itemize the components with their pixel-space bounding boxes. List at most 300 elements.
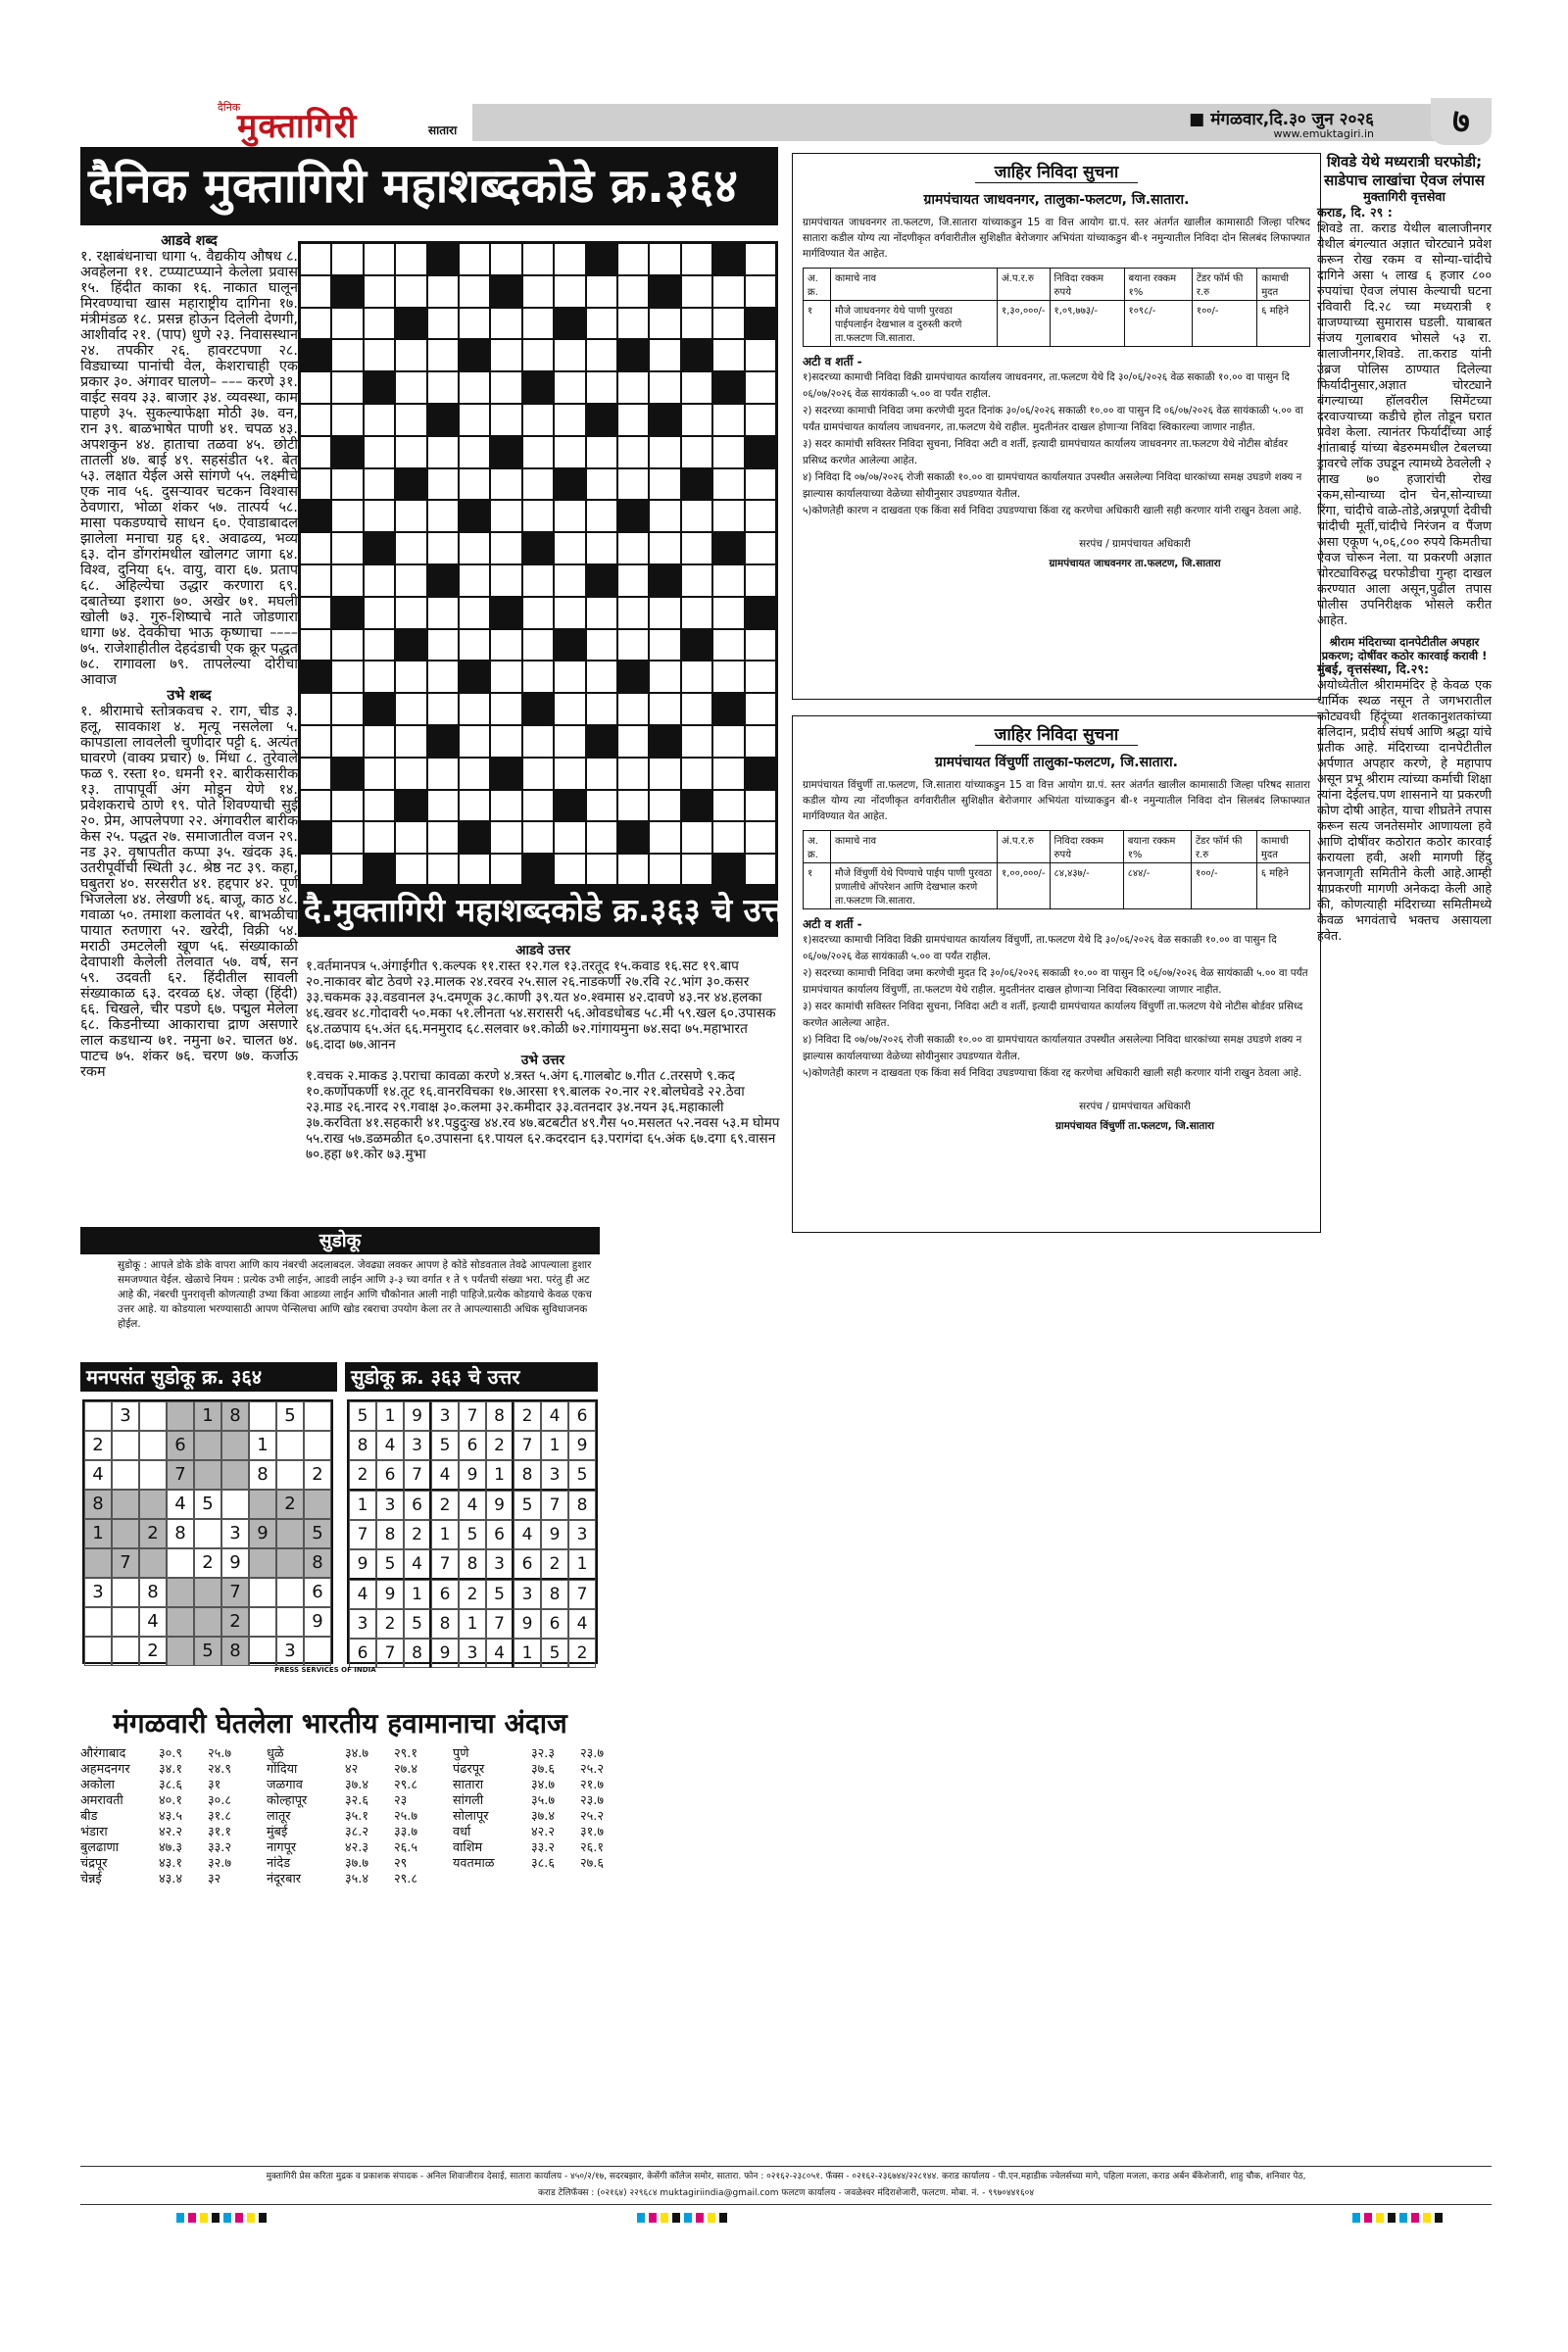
crossword-cell[interactable] — [712, 275, 744, 308]
crossword-cell[interactable] — [490, 693, 521, 725]
crossword-cell[interactable] — [586, 597, 617, 629]
sudoku-cell[interactable] — [112, 1637, 139, 1666]
sudoku-cell: 9 — [304, 1607, 331, 1637]
crossword-cell[interactable] — [364, 790, 395, 822]
crossword-cell[interactable] — [681, 725, 712, 758]
crossword-cell[interactable] — [649, 308, 680, 340]
crossword-cell[interactable] — [681, 661, 712, 693]
sudoku-cell[interactable] — [167, 1578, 194, 1607]
crossword-cell[interactable] — [427, 661, 459, 693]
sudoku-cell: 3 — [276, 1637, 304, 1666]
crossword-cell[interactable] — [427, 854, 459, 886]
imprint-line-1: मुक्तागिरी प्रेस करिता मुद्रक व प्रकाशक संपादक - अनिल शिवाजीराव देसाई, सातारा कार्यालय - ४५०/२/१७, सदरबझार, केसेंगी कॉलेज समोर, सातारा. फोन : ०२१६२-२३८०५१. फॅक्स - ०२१६२-२३६७४४/२२८१४४. कराड कार्यालय - पी.एन.महाडीक ज्वेलर्सच्या मागे, पहिला मजला, कराड अर्बन बँकेशेजारी, शाहु चौक, शनिवार पेठ, — [266, 2172, 1306, 2181]
table-row — [804, 863, 1310, 909]
crossword-cell[interactable] — [712, 404, 744, 436]
crossword-cell[interactable] — [459, 468, 490, 501]
crossword-cell[interactable] — [617, 371, 649, 404]
crossword-cell[interactable] — [395, 339, 426, 371]
sudoku-cell[interactable] — [84, 1548, 112, 1578]
crossword-cell[interactable] — [300, 564, 331, 597]
crossword-cell[interactable] — [681, 243, 712, 275]
crossword-cell[interactable] — [331, 532, 363, 564]
crossword-cell[interactable] — [395, 821, 426, 854]
crossword-cell[interactable] — [364, 758, 395, 790]
sudoku-cell[interactable] — [112, 1607, 139, 1637]
crossword-cell[interactable] — [522, 629, 554, 662]
crossword-cell[interactable] — [712, 725, 744, 758]
crossword-cell — [364, 532, 395, 564]
crossword-cell[interactable] — [459, 243, 490, 275]
crossword-cell[interactable] — [331, 339, 363, 371]
crossword-cell[interactable] — [331, 629, 363, 662]
sudoku-cell[interactable] — [139, 1401, 167, 1431]
crossword-cell[interactable] — [586, 308, 617, 340]
crossword-cell[interactable] — [586, 436, 617, 468]
crossword-cell[interactable] — [586, 790, 617, 822]
sudoku-cell[interactable] — [194, 1431, 221, 1460]
crossword-cell[interactable] — [300, 371, 331, 404]
crossword-cell[interactable] — [395, 693, 426, 725]
crossword-cell[interactable] — [395, 243, 426, 275]
crossword-cell[interactable] — [522, 308, 554, 340]
crossword-cell[interactable] — [300, 629, 331, 662]
sudoku-cell[interactable] — [249, 1637, 276, 1666]
crossword-cell[interactable] — [681, 693, 712, 725]
sudoku-cell[interactable] — [84, 1401, 112, 1431]
crossword-cell[interactable] — [490, 725, 521, 758]
crossword-cell[interactable] — [300, 532, 331, 564]
sudoku-cell[interactable] — [276, 1607, 304, 1637]
sudoku-cell[interactable] — [276, 1578, 304, 1607]
crossword-cell[interactable] — [554, 500, 585, 532]
crossword-cell[interactable] — [649, 693, 680, 725]
crossword-cell[interactable] — [490, 500, 521, 532]
crossword-cell[interactable] — [649, 758, 680, 790]
crossword-cell[interactable] — [649, 854, 680, 886]
sudoku-cell[interactable] — [194, 1460, 221, 1490]
cell-work-name: मौजे विंचुर्णी येथे पिण्याचे पाईप पाणी पुरवठा प्रणालीचे ऑपरेशन आणि देखभाल करणे ता.फलटण जि.सातारा. — [831, 863, 998, 909]
sudoku-cell[interactable] — [249, 1490, 276, 1519]
crossword-cell[interactable] — [586, 500, 617, 532]
crossword-cell[interactable] — [490, 243, 521, 275]
crossword-cell[interactable] — [427, 500, 459, 532]
sudoku-cell[interactable] — [167, 1637, 194, 1666]
crossword-cell[interactable] — [712, 790, 744, 822]
website-url[interactable]: www.emuktagiri.in — [1273, 127, 1374, 140]
crossword-cell[interactable] — [427, 371, 459, 404]
crossword-cell[interactable] — [427, 275, 459, 308]
sudoku-cell[interactable] — [112, 1460, 139, 1490]
crossword-cell[interactable] — [554, 821, 585, 854]
crossword-cell[interactable] — [586, 661, 617, 693]
crossword-cell[interactable] — [490, 468, 521, 501]
crossword-cell[interactable] — [554, 597, 585, 629]
crossword-cell[interactable] — [364, 500, 395, 532]
crossword-cell[interactable] — [364, 436, 395, 468]
crossword-cell[interactable] — [586, 371, 617, 404]
sudoku-cell[interactable] — [249, 1578, 276, 1607]
crossword-cell[interactable] — [522, 661, 554, 693]
sudoku-cell[interactable] — [194, 1578, 221, 1607]
crossword-cell[interactable] — [617, 308, 649, 340]
crossword-cell[interactable] — [331, 243, 363, 275]
crossword-cell[interactable] — [364, 597, 395, 629]
crossword-cell[interactable] — [395, 854, 426, 886]
crossword-cell[interactable] — [331, 404, 363, 436]
crossword-cell[interactable] — [331, 661, 363, 693]
crossword-cell[interactable] — [681, 758, 712, 790]
crossword-cell[interactable] — [712, 339, 744, 371]
crossword-cell[interactable] — [649, 371, 680, 404]
crossword-cell[interactable] — [364, 661, 395, 693]
crossword-cell[interactable] — [427, 693, 459, 725]
sudoku-cell[interactable] — [221, 1490, 249, 1519]
crossword-cell[interactable] — [459, 854, 490, 886]
crossword-cell[interactable] — [554, 725, 585, 758]
crossword-cell[interactable] — [300, 468, 331, 501]
crossword-cell[interactable] — [522, 243, 554, 275]
sudoku-cell[interactable] — [304, 1431, 331, 1460]
crossword-cell — [649, 275, 680, 308]
crossword-cell[interactable] — [364, 564, 395, 597]
crossword-cell[interactable] — [649, 339, 680, 371]
crossword-cell[interactable] — [617, 468, 649, 501]
crossword-cell[interactable] — [490, 661, 521, 693]
crossword-cell[interactable] — [395, 532, 426, 564]
crossword-cell[interactable] — [300, 436, 331, 468]
crossword-cell[interactable] — [300, 243, 331, 275]
sudoku-cell[interactable] — [84, 1637, 112, 1666]
crossword-grid[interactable] — [298, 241, 778, 888]
sudoku-cell[interactable] — [112, 1519, 139, 1548]
crossword-cell[interactable] — [649, 243, 680, 275]
crossword-cell[interactable] — [459, 275, 490, 308]
crossword-cell[interactable] — [300, 725, 331, 758]
crossword-cell[interactable] — [617, 597, 649, 629]
crossword-cell[interactable] — [554, 436, 585, 468]
sudoku-cell[interactable] — [276, 1460, 304, 1490]
crossword-cell[interactable] — [522, 339, 554, 371]
sudoku-cell[interactable] — [276, 1431, 304, 1460]
crossword-cell[interactable] — [331, 693, 363, 725]
crossword-cell[interactable] — [649, 790, 680, 822]
crossword-cell[interactable] — [459, 564, 490, 597]
crossword-cell[interactable] — [554, 661, 585, 693]
crossword-cell[interactable] — [617, 854, 649, 886]
crossword-cell[interactable] — [300, 693, 331, 725]
crossword-cell[interactable] — [586, 821, 617, 854]
sudoku-cell[interactable] — [167, 1548, 194, 1578]
crossword-cell[interactable] — [300, 275, 331, 308]
crossword-cell[interactable] — [745, 564, 776, 597]
crossword-cell[interactable] — [364, 275, 395, 308]
crossword-cell[interactable] — [395, 275, 426, 308]
crossword-cell[interactable] — [522, 725, 554, 758]
crossword-cell[interactable] — [681, 308, 712, 340]
crossword-cell[interactable] — [459, 308, 490, 340]
crossword-cell[interactable] — [745, 661, 776, 693]
crossword-cell[interactable] — [300, 404, 331, 436]
weather-row — [80, 1825, 257, 1840]
crossword-cell[interactable] — [617, 275, 649, 308]
crossword-cell[interactable] — [586, 693, 617, 725]
crossword-cell[interactable] — [617, 790, 649, 822]
crossword-cell[interactable] — [617, 693, 649, 725]
crossword-cell[interactable] — [745, 404, 776, 436]
sudoku-cell[interactable] — [139, 1548, 167, 1578]
weather-row — [267, 1793, 443, 1809]
sudoku-cell[interactable] — [221, 1431, 249, 1460]
crossword-cell[interactable] — [490, 629, 521, 662]
sudoku-cell[interactable] — [304, 1490, 331, 1519]
sudoku-cell[interactable] — [139, 1431, 167, 1460]
crossword-cell[interactable] — [712, 821, 744, 854]
crossword-cell[interactable] — [395, 500, 426, 532]
crossword-cell[interactable] — [490, 532, 521, 564]
crossword-cell[interactable] — [554, 532, 585, 564]
crossword-cell[interactable] — [522, 500, 554, 532]
crossword-cell[interactable] — [459, 371, 490, 404]
crossword-cell[interactable] — [395, 661, 426, 693]
sudoku-cell[interactable] — [249, 1548, 276, 1578]
sudoku-cell[interactable] — [112, 1490, 139, 1519]
crossword-cell[interactable] — [427, 532, 459, 564]
crossword-cell[interactable] — [649, 468, 680, 501]
crossword-cell[interactable] — [554, 243, 585, 275]
crossword-cell[interactable] — [331, 790, 363, 822]
crossword-cell[interactable] — [554, 339, 585, 371]
crossword-cell[interactable] — [586, 758, 617, 790]
crossword-cell[interactable] — [331, 468, 363, 501]
crossword-cell[interactable] — [681, 371, 712, 404]
crossword-cell[interactable] — [364, 468, 395, 501]
crossword-cell[interactable] — [745, 339, 776, 371]
across-answers: १.वर्तमानपत्र ५.अंगाईगीत ९.कल्पक ११.रास्त १२.गल १३.तरतूद १५.कवाड १६.सट १९.बाप २०.नाकावर बोट ठेवणे २३.मालक २४.रवरव २५.साल २६.नाडकर्णी २७.रवि २८.भांग ३०.कसर ३३.चकमक ३३.वडवानल ३५.दमणूक ३८.काणी ३९.यत ४०.श्वमास ४२.दावणे ४३.नर ४४.हलका ४६.खवर ४८.गोदावरी ५०.मका ५१.लीनता ५४.सरासरी ५६.ओवडधोबड ५८.मी ५९.खल ६०.उपासक ६४.तळपाय ६५.अंत ६६.मनमुराद ६८.सलवार ७१.कोळी ७२.गांगायमुना ७४.सदा ७५.महाभारत ७६.दादा ७७.आनन — [306, 958, 776, 1053]
crossword-cell[interactable] — [745, 243, 776, 275]
crossword-cell[interactable] — [395, 597, 426, 629]
crossword-cell[interactable] — [395, 371, 426, 404]
crossword-cell[interactable] — [459, 693, 490, 725]
crossword-cell[interactable] — [617, 436, 649, 468]
crossword-cell[interactable] — [490, 339, 521, 371]
crossword-cell[interactable] — [459, 597, 490, 629]
crossword-cell[interactable] — [490, 564, 521, 597]
crossword-cell[interactable] — [522, 790, 554, 822]
crossword-cell[interactable] — [712, 758, 744, 790]
crossword-cell[interactable] — [427, 436, 459, 468]
crossword-cell[interactable] — [554, 758, 585, 790]
crossword-cell[interactable] — [712, 661, 744, 693]
crossword-cell[interactable] — [459, 532, 490, 564]
crossword-cell[interactable] — [331, 854, 363, 886]
crossword-cell[interactable] — [300, 597, 331, 629]
crossword-cell — [427, 564, 459, 597]
crossword-cell[interactable] — [427, 308, 459, 340]
crossword-cell[interactable] — [712, 436, 744, 468]
crossword-cell[interactable] — [459, 790, 490, 822]
crossword-cell[interactable] — [364, 243, 395, 275]
crossword-cell[interactable] — [617, 532, 649, 564]
crossword-cell[interactable] — [617, 725, 649, 758]
crossword-cell[interactable] — [617, 564, 649, 597]
crossword-cell[interactable] — [522, 597, 554, 629]
crossword-cell[interactable] — [586, 854, 617, 886]
crossword-cell[interactable] — [681, 597, 712, 629]
crossword-cell[interactable] — [745, 532, 776, 564]
crossword-cell[interactable] — [459, 758, 490, 790]
crossword-cell[interactable] — [712, 500, 744, 532]
sudoku-cell[interactable] — [194, 1607, 221, 1637]
crossword-cell[interactable] — [395, 564, 426, 597]
crossword-cell[interactable] — [617, 404, 649, 436]
crossword-cell[interactable] — [331, 821, 363, 854]
sudoku-cell: 8 — [459, 1549, 486, 1580]
crossword-cell[interactable] — [586, 532, 617, 564]
crossword-cell[interactable] — [745, 500, 776, 532]
crossword-cell[interactable] — [427, 468, 459, 501]
crossword-cell[interactable] — [745, 790, 776, 822]
sudoku-cell[interactable] — [112, 1578, 139, 1607]
crossword-cell[interactable] — [427, 629, 459, 662]
crossword-cell[interactable] — [490, 371, 521, 404]
crossword-cell[interactable] — [364, 821, 395, 854]
crossword-cell[interactable] — [364, 404, 395, 436]
crossword-cell[interactable] — [395, 758, 426, 790]
sudoku-cell[interactable] — [139, 1460, 167, 1490]
crossword-cell[interactable] — [522, 468, 554, 501]
crossword-cell[interactable] — [490, 790, 521, 822]
crossword-cell[interactable] — [712, 468, 744, 501]
crossword-cell[interactable] — [522, 436, 554, 468]
crossword-cell[interactable] — [300, 308, 331, 340]
crossword-cell[interactable] — [427, 758, 459, 790]
crossword-cell[interactable] — [300, 790, 331, 822]
crossword-cell[interactable] — [364, 725, 395, 758]
crossword-cell[interactable] — [745, 468, 776, 501]
crossword-cell[interactable] — [586, 275, 617, 308]
sudoku-cell[interactable] — [194, 1519, 221, 1548]
crossword-cell[interactable] — [395, 404, 426, 436]
crossword-cell[interactable] — [522, 404, 554, 436]
crossword-cell[interactable] — [745, 275, 776, 308]
sudoku-cell[interactable] — [276, 1519, 304, 1548]
crossword-cell[interactable] — [681, 404, 712, 436]
sudoku-cell[interactable] — [276, 1548, 304, 1578]
crossword-cell[interactable] — [331, 725, 363, 758]
crossword-cell[interactable] — [331, 500, 363, 532]
crossword-cell[interactable] — [522, 275, 554, 308]
crossword-cell[interactable] — [617, 629, 649, 662]
crossword-cell[interactable] — [459, 404, 490, 436]
crossword-cell[interactable] — [681, 500, 712, 532]
crossword-cell[interactable] — [331, 564, 363, 597]
crossword-cell[interactable] — [681, 275, 712, 308]
crossword-cell[interactable] — [490, 308, 521, 340]
crossword-cell[interactable] — [649, 500, 680, 532]
crossword-cell[interactable] — [649, 629, 680, 662]
crossword-cell[interactable] — [745, 693, 776, 725]
crossword-cell[interactable] — [745, 629, 776, 662]
crossword-cell[interactable] — [649, 597, 680, 629]
crossword-cell[interactable] — [427, 597, 459, 629]
sudoku-cell[interactable] — [139, 1490, 167, 1519]
sudoku-cell[interactable] — [84, 1607, 112, 1637]
crossword-cell[interactable] — [745, 854, 776, 886]
sudoku-cell[interactable] — [304, 1401, 331, 1431]
crossword-cell[interactable] — [364, 629, 395, 662]
crossword-cell[interactable] — [364, 339, 395, 371]
crossword-cell[interactable] — [300, 758, 331, 790]
crossword-cell[interactable] — [427, 790, 459, 822]
crossword-cell[interactable] — [586, 629, 617, 662]
crossword-cell[interactable] — [681, 564, 712, 597]
crossword-cell[interactable] — [554, 564, 585, 597]
crossword-cell[interactable] — [554, 404, 585, 436]
sudoku-cell[interactable] — [249, 1607, 276, 1637]
crossword-cell[interactable] — [681, 436, 712, 468]
crossword-cell[interactable] — [649, 436, 680, 468]
crossword-cell[interactable] — [745, 725, 776, 758]
crossword-cell[interactable] — [554, 854, 585, 886]
crossword-cell[interactable] — [712, 308, 744, 340]
crossword-cell[interactable] — [681, 532, 712, 564]
crossword-cell[interactable] — [649, 661, 680, 693]
crossword-cell[interactable] — [522, 564, 554, 597]
crossword-cell[interactable] — [712, 564, 744, 597]
crossword-cell[interactable] — [712, 629, 744, 662]
crossword-cell[interactable] — [459, 725, 490, 758]
crossword-cell[interactable] — [712, 597, 744, 629]
sudoku-cell[interactable] — [304, 1637, 331, 1666]
crossword-cell[interactable] — [427, 821, 459, 854]
city-name: अकोला — [80, 1778, 115, 1792]
crossword-cell[interactable] — [681, 854, 712, 886]
crossword-cell[interactable] — [331, 371, 363, 404]
crossword-cell[interactable] — [554, 275, 585, 308]
crossword-cell[interactable] — [459, 436, 490, 468]
crossword-cell[interactable] — [490, 821, 521, 854]
crossword-cell[interactable] — [300, 854, 331, 886]
crossword-cell[interactable] — [681, 821, 712, 854]
crossword-cell[interactable] — [586, 468, 617, 501]
crossword-cell[interactable] — [649, 821, 680, 854]
crossword-cell[interactable] — [522, 821, 554, 854]
crossword-cell[interactable] — [554, 693, 585, 725]
sudoku-cell[interactable] — [167, 1401, 194, 1431]
crossword-cell[interactable] — [459, 629, 490, 662]
crossword-cell[interactable] — [554, 371, 585, 404]
crossword-cell[interactable] — [395, 725, 426, 758]
sudoku-cell[interactable] — [167, 1607, 194, 1637]
crossword-cell[interactable] — [522, 758, 554, 790]
crossword-cell[interactable] — [427, 339, 459, 371]
crossword-cell[interactable] — [745, 371, 776, 404]
crossword-cell[interactable] — [617, 758, 649, 790]
crossword-cell[interactable] — [490, 404, 521, 436]
crossword-cell[interactable] — [331, 308, 363, 340]
crossword-cell[interactable] — [395, 436, 426, 468]
sudoku-puzzle-grid[interactable] — [82, 1399, 333, 1664]
crossword-cell[interactable] — [586, 339, 617, 371]
crossword-cell[interactable] — [490, 854, 521, 886]
crossword-cell[interactable] — [649, 532, 680, 564]
crossword-cell[interactable] — [745, 821, 776, 854]
sudoku-cell[interactable] — [221, 1460, 249, 1490]
sudoku-cell[interactable] — [112, 1431, 139, 1460]
sudoku-cell[interactable] — [249, 1401, 276, 1431]
crossword-cell[interactable] — [617, 243, 649, 275]
crossword-cell[interactable] — [364, 308, 395, 340]
